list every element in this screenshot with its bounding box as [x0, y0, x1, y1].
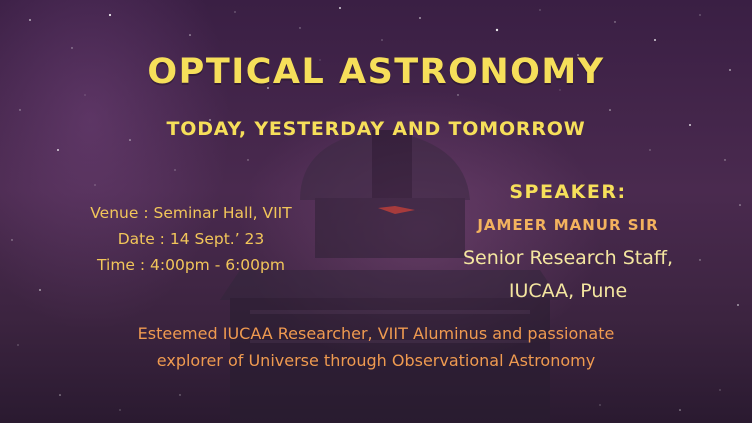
time-text: Time : 4:00pm - 6:00pm [97, 256, 285, 274]
speaker-role-line1: Senior Research Staff, [462, 247, 674, 269]
speaker-section [418, 176, 718, 306]
venue-text: Venue : Seminar Hall, VIIT [90, 204, 292, 222]
description-line2: explorer of Universe through Observational Astronomy [156, 351, 596, 370]
poster-subtitle: TODAY, YESTERDAY AND TOMORROW [166, 118, 586, 140]
speaker-name: JAMEER MANUR SIR [477, 216, 659, 234]
description-line1: Esteemed IUCAA Researcher, VIIT Aluminus and passionate [137, 324, 615, 343]
speaker-role-line2: IUCAA, Pune [508, 280, 628, 302]
event-details [36, 200, 346, 278]
speaker-heading: SPEAKER: [509, 181, 627, 203]
poster-title: OPTICAL ASTRONOMY [147, 52, 605, 92]
speaker-description [0, 320, 752, 374]
date-text: Date : 14 Sept.’ 23 [117, 230, 265, 248]
